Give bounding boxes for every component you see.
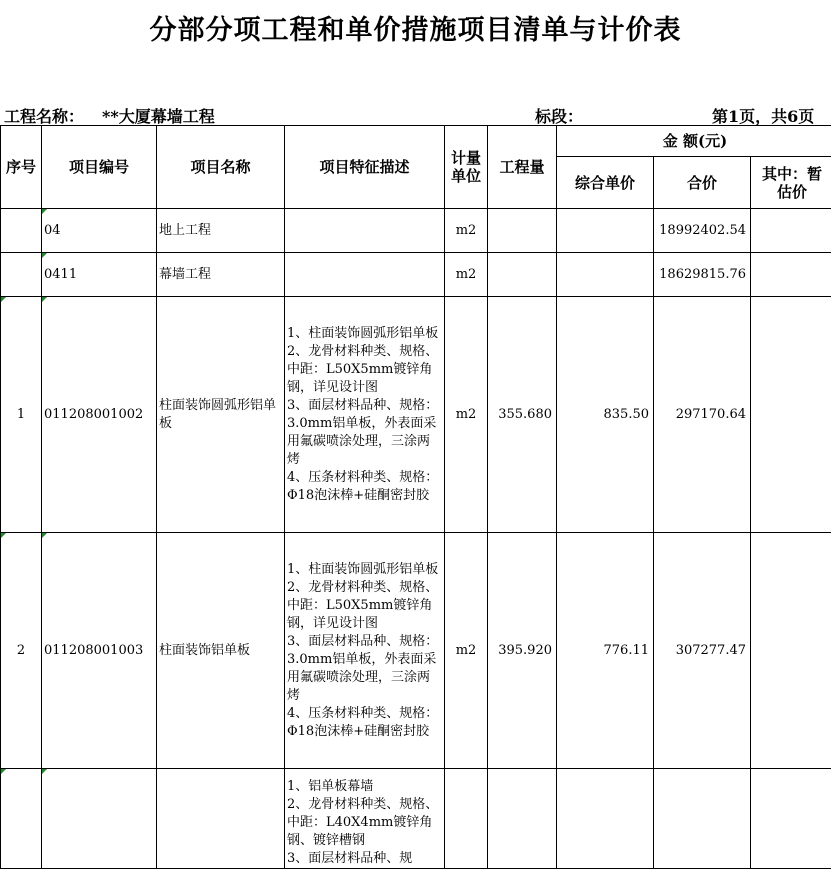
table-row [1, 769, 831, 869]
cell-unit: m2 [445, 253, 488, 297]
project-name: **大厦幕墙工程 [102, 107, 215, 126]
cell-name: 地上工程 [157, 209, 285, 253]
page-title: 分部分项工程和单价措施项目清单与计价表 [0, 8, 831, 47]
cell-seq: 1 [1, 297, 42, 533]
cell-unit: m2 [445, 297, 488, 533]
cell-code: 011208001003 [42, 533, 157, 769]
cell-name: 幕墙工程 [157, 253, 285, 297]
header-unit-price: 综合单价 [557, 157, 654, 209]
cell-name: 柱面装饰圆弧形铝单板 [157, 297, 285, 533]
cell-seq: 2 [1, 533, 42, 769]
table-row [1, 533, 831, 769]
header-desc: 项目特征描述 [285, 126, 445, 209]
cell-code: 0411 [42, 253, 157, 297]
cell-code: 04 [42, 209, 157, 253]
cell-qty: 395.920 [488, 533, 557, 769]
cell-provisional [751, 297, 831, 533]
section-label: 标段： [535, 104, 583, 127]
cell-price [557, 769, 654, 869]
header-amount: 金 额(元) [557, 126, 831, 157]
cell-qty: 355.680 [488, 297, 557, 533]
cell-unit [445, 769, 488, 869]
cell-provisional [751, 533, 831, 769]
cell-code [42, 769, 157, 869]
cell-qty [488, 209, 557, 253]
project-label: 工程名称： [4, 107, 84, 126]
header-qty: 工程量 [488, 126, 557, 209]
cell-unit: m2 [445, 209, 488, 253]
page-info: 第1页，共6页 [712, 104, 814, 127]
cell-desc [285, 209, 445, 253]
cell-name: 柱面装饰铝单板 [157, 533, 285, 769]
cell-price [557, 253, 654, 297]
cell-total: 307277.47 [654, 533, 751, 769]
cell-desc: 1、铝单板幕墙 2、龙骨材料种类、规格、中距：L40X4mm镀锌角钢、镀锌槽钢 3、面层材料品种、规 [285, 769, 445, 869]
cell-desc: 1、柱面装饰圆弧形铝单板 2、龙骨材料种类、规格、中距：L50X5mm镀锌角钢，详见设计图 3、面层材料品种、规格：3.0mm铝单板，外表面采用氟碳喷涂处理，三涂两烤 4、压条材料种类、规格：Φ18泡沫棒+硅酮密封胶 [285, 297, 445, 533]
cell-provisional [751, 209, 831, 253]
header-total: 合价 [654, 157, 751, 209]
cell-code: 011208001002 [42, 297, 157, 533]
cell-provisional [751, 253, 831, 297]
cell-price: 776.11 [557, 533, 654, 769]
cell-qty [488, 253, 557, 297]
cell-desc [285, 253, 445, 297]
table-row [1, 253, 831, 297]
cell-desc: 1、柱面装饰圆弧形铝单板 2、龙骨材料种类、规格、中距：L50X5mm镀锌角钢，详见设计图 3、面层材料品种、规格：3.0mm铝单板，外表面采用氟碳喷涂处理，三涂两烤 4、压条材料种类、规格：Φ18泡沫棒+硅酮密封胶 [285, 533, 445, 769]
cell-total: 18629815.76 [654, 253, 751, 297]
project-name-block [4, 104, 215, 127]
bill-table [0, 125, 831, 869]
cell-unit: m2 [445, 533, 488, 769]
cell-seq [1, 253, 42, 297]
header-provisional: 其中：暂估价 [751, 157, 831, 209]
cell-provisional [751, 769, 831, 869]
cell-qty [488, 769, 557, 869]
cell-total [654, 769, 751, 869]
cell-total: 297170.64 [654, 297, 751, 533]
table-row [1, 297, 831, 533]
cell-seq [1, 769, 42, 869]
cell-seq [1, 209, 42, 253]
header-unit: 计量单位 [445, 126, 488, 209]
table-row [1, 209, 831, 253]
cell-price [557, 209, 654, 253]
header-code: 项目编号 [42, 126, 157, 209]
header-name: 项目名称 [157, 126, 285, 209]
cell-name [157, 769, 285, 869]
cell-price: 835.50 [557, 297, 654, 533]
cell-total: 18992402.54 [654, 209, 751, 253]
header-seq: 序号 [1, 126, 42, 209]
